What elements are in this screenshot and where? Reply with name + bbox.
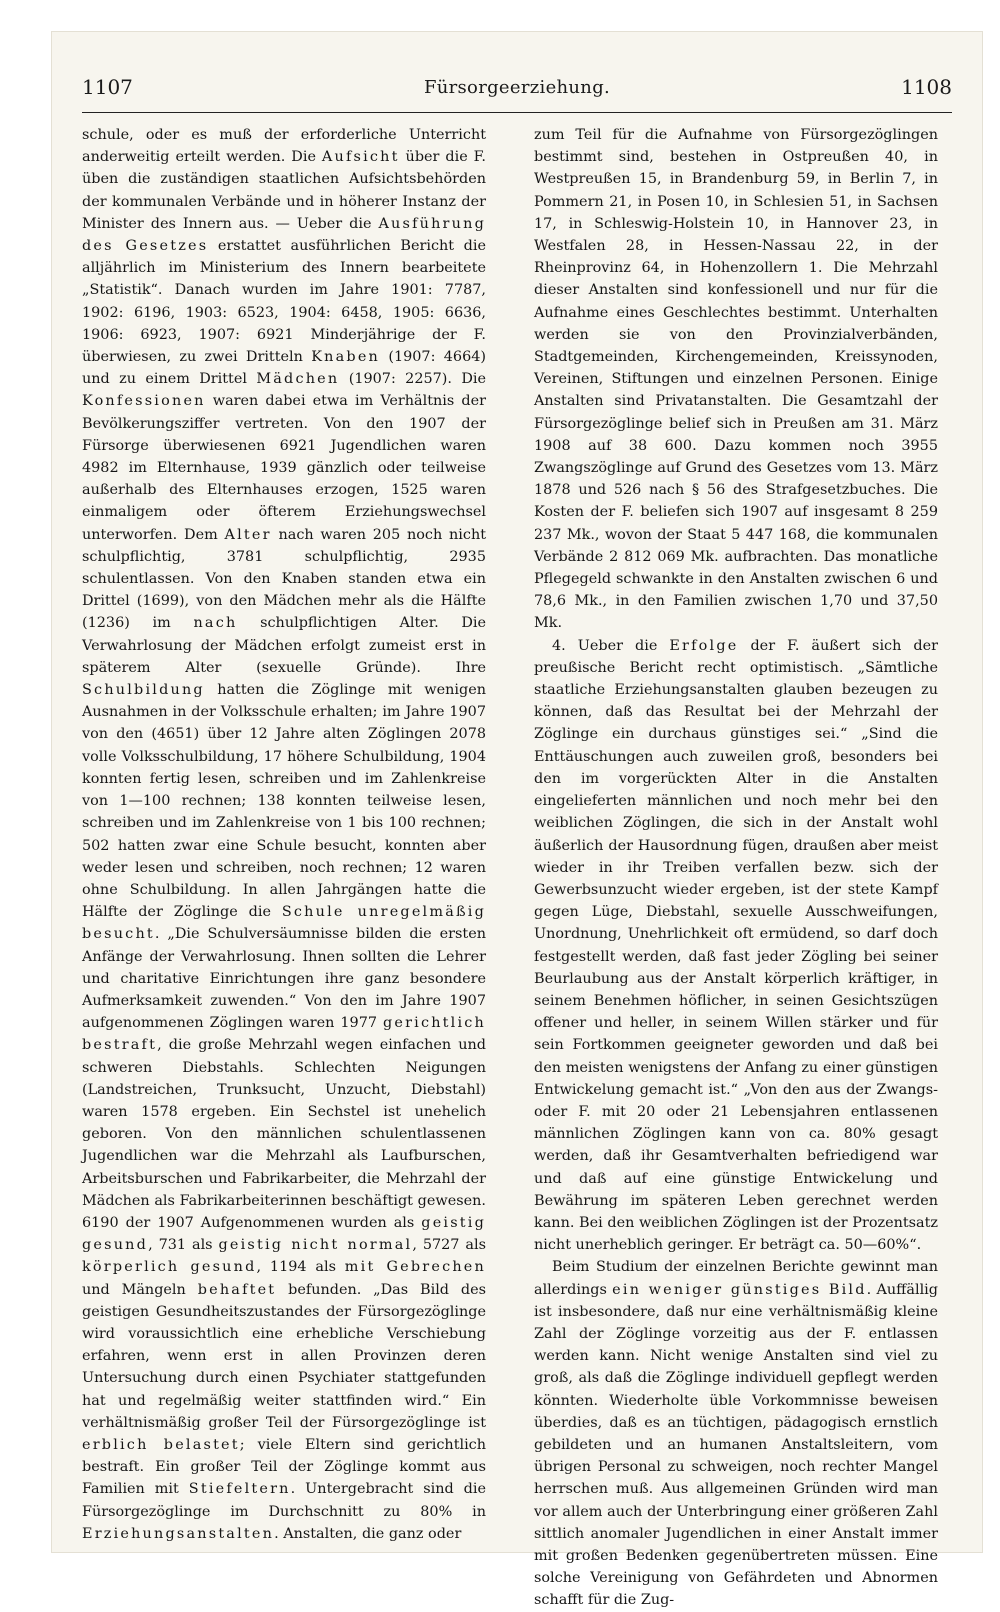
text-run: hatten die Zöglinge mit wenigen Ausnahmen in der Volksschule erhalten; im Jahre 1907 von den (4651) über 12 Jahre alten Zöglingen 2078 volle Volksschulbildung, 17 höhere Schulbildung, 1904 konnten fertig lesen, schreiben und im Zahlenkreise von 1—100 rechnen; 138 konnten teilweise lesen, schreiben und im Zahlenkreise von 1 bis 100 rechnen; 502 hatten zwar eine Schule besucht, konnten aber weder lesen und schreiben, noch rechnen; 12 waren ohne Schulbildung. In allen Jahrgängen hatte die Hälfte der Zöglinge die bbox=[82, 682, 486, 921]
spaced-emphasis: Alter bbox=[224, 526, 272, 543]
spaced-emphasis: geistig gesund bbox=[82, 1214, 486, 1254]
text-run: 4. Ueber die bbox=[552, 637, 670, 654]
spaced-emphasis: Mädchen bbox=[256, 371, 340, 388]
text-run: schulpflichtigen Alter. Die Verwahrlosung der Mädchen erfolgt zumeist erst in späterem Alter (sexuelle Gründe). Ihre bbox=[82, 615, 486, 676]
text-run: , 5727 als bbox=[412, 1237, 486, 1254]
text-run: (1907: 4664) und zu einem Drittel bbox=[82, 349, 486, 388]
running-title: Fürsorgeerziehung. bbox=[423, 76, 611, 98]
right-column-paragraph-2 bbox=[534, 635, 938, 1257]
text-run: . Auffällig ist insbesondere, daß nur eine verhältnismäßig kleine Zahl der Zöglinge vorzeitig aus der F. entlassen werden kann. Nicht wenige Anstalten sind viel zu groß, als daß die Zöglinge individuell gepflegt werden könnten. Wiederholte üble Vorkommnisse beweisen überdies, daß es an tüchtigen, pädagogisch ernstlich gebildeten und an humanen Anstaltsleitern, vom übrigen Personal zu schweigen, noch rechter Mangel herrschen muß. Aus allgemeinen Gründen wird man vor allem auch der Unterbringung einer größeren Zahl sittlich anomaler Jugendlichen in einer Anstalt immer mit großen Bedenken gegenübertreten müssen. Eine solche Vereinigung von Gefährdeten und Abnormen schafft für die Zug- bbox=[534, 1281, 938, 1609]
text-run: , 1194 als bbox=[256, 1259, 345, 1276]
text-run: ; viele Eltern sind gerichtlich bestraft. Ein großer Teil der Zöglinge kommt aus Familien mit bbox=[82, 1436, 487, 1498]
spaced-emphasis: erblich belastet bbox=[82, 1436, 240, 1453]
spaced-emphasis: Ausführung des Gesetzes bbox=[82, 215, 486, 255]
spaced-emphasis: geistig nicht normal bbox=[218, 1237, 413, 1254]
scanned-page bbox=[52, 32, 982, 1609]
spaced-emphasis: gerichtlich bestraft bbox=[82, 1015, 486, 1054]
spaced-emphasis: mit Gebrechen bbox=[344, 1259, 486, 1276]
right-column-paragraph-3 bbox=[534, 1256, 938, 1611]
text-run: , 731 als bbox=[148, 1237, 219, 1254]
text-run: befunden. „Das Bild des geistigen Gesundheitszustandes der Fürsorgezöglinge wird voraussichtlich eine erhebliche Verschiebung erfahren, wenn erst in allen Provinzen deren Untersuchung durch einen Psychiater stattgefunden hat und regelmäßig weiter stattfinden wird.“ Ein verhältnismäßig großer Teil der Fürsorgezöglinge ist bbox=[82, 1281, 486, 1431]
spaced-emphasis: Aufsicht bbox=[321, 149, 400, 166]
header-rule bbox=[82, 112, 952, 113]
text-run: waren dabei etwa im Verhältnis der Bevölkerungsziffer vertreten. Von den 1907 der Fürsorge überwiesenen 6921 Jugendlichen waren 4982 im Elternhause, 1939 gänzlich oder teilweise außerhalb des Elternhauses erzogen, 1525 waren einmaligem oder öfterem Erziehungswechsel unterworfen. Dem bbox=[82, 393, 486, 543]
spaced-emphasis: Knaben bbox=[311, 349, 381, 366]
text-run: und Mängeln bbox=[82, 1281, 198, 1298]
page-header bbox=[82, 70, 952, 104]
spaced-emphasis: körperlich gesund bbox=[82, 1259, 257, 1276]
text-run: (1907: 2257). Die bbox=[339, 371, 487, 388]
spaced-emphasis: behaftet bbox=[197, 1281, 277, 1298]
text-run: über die F. üben die zuständigen staatlichen Aufsichtsbehörden der kommunalen Verbände und in höherer Instanz der Minister des Innern aus. — Ueber die bbox=[82, 149, 486, 232]
left-column bbox=[82, 124, 486, 1545]
text-run: Beim Studium der einzelnen Berichte gewinnt man allerdings bbox=[534, 1259, 938, 1298]
text-run: , die große Mehrzahl wegen einfachen und schweren Diebstahls. Schlechten Neigungen (Landstreichen, Trunksucht, Unzucht, Diebstahl) waren 1578 ergeben. Ein Sechstel ist unehelich geboren. Von den männlichen schulentlassenen Jugendlichen war die Mehrzahl als Laufburschen, Arbeitsburschen und Fabrikarbeiter, die Mehrzahl der Mädchen als Fabrikarbeiterinnen beschäftigt gewesen. 6190 der 1907 Aufgenommenen wurden als bbox=[82, 1037, 486, 1231]
spaced-emphasis: Schulbildung bbox=[82, 682, 205, 699]
text-run: nach waren 205 noch nicht schulpflichtig, 3781 schulpflichtig, 2935 schulentlassen. Von den Knaben standen etwa ein Drittel (1699), von den Mädchen mehr als die Hälfte (1236) im bbox=[82, 526, 487, 632]
text-run: . „Die Schulversäumnisse bilden die ersten Anfänge der Verwahrlosung. Ihnen sollten die Lehrer und charitative Einrichtungen ihre ganz besondere Aufmerksamkeit zuwenden.“ Von den im Jahre 1907 aufgenommenen Zöglingen waren 1977 bbox=[82, 926, 486, 1032]
text-run: erstattet ausführlichen Bericht die alljährlich im Ministerium des Innern bearbeitete „Statistik“. Danach wurden im Jahre 1901: 7787, 1902: 6196, 1903: 6523, 1904: 6458, 1905: 6636, 1906: 6923, 1907: 6921 Minderjährige der F. überwiesen, zu zwei Dritteln bbox=[82, 238, 486, 366]
spaced-emphasis: Konfessionen bbox=[82, 393, 206, 410]
left-column-paragraph bbox=[82, 124, 486, 1545]
text-run: . Untergebracht sind die Fürsorgezöglinge im Durchschnitt zu 80% in bbox=[82, 1481, 486, 1520]
page-number-right: 1108 bbox=[901, 75, 952, 99]
spaced-emphasis: Schule unregelmäßig besucht bbox=[82, 904, 486, 943]
spaced-emphasis: nach bbox=[193, 615, 238, 632]
text-run: zum Teil für die Aufnahme von Fürsorgezöglingen bestimmt sind, bestehen in Ostpreußen 40, in Westpreußen 15, in Brandenburg 59, in Berlin 7, in Pommern 21, in Posen 10, in Schlesien 51, in Sachsen 17, in Schleswig-Holstein 10, in Hannover 23, in Westfalen 28, in Hessen-Nassau 22, in der Rheinprovinz 64, in Hohenzollern 1. Die Mehrzahl dieser Anstalten sind konfessionell und nur für die Aufnahme eines Geschlechtes bestimmt. Unterhalten werden sie von den Provinzialverbänden, Stadtgemeinden, Kirchengemeinden, Kreissynoden, Vereinen, Stiftungen und einzelnen Personen. Einige Anstalten sind Privatanstalten. Die Gesamtzahl der Fürsorgezöglinge belief sich in Preußen am 31. März 1908 auf 38 600. Dazu kommen noch 3955 Zwangszöglinge auf Grund des Gesetzes vom 13. März 1878 und 526 nach § 56 des Strafgesetzbuches. Die Kosten der F. beliefen sich 1907 auf insgesamt 8 259 237 Mk., wovon der Staat 5 447 168, die kommunalen Verbände 2 812 069 Mk. aufbrachten. Das monatliche Pflegegeld schwankte in den Anstalten zwischen 6 und 78,6 Mk., in den Familien zwischen 1,70 und 37,50 Mk. bbox=[534, 127, 938, 632]
spaced-emphasis: Stiefeltern bbox=[188, 1481, 291, 1498]
spaced-emphasis: ein weniger günstiges Bild bbox=[612, 1281, 867, 1298]
page-number-left: 1107 bbox=[82, 75, 133, 99]
spaced-emphasis: Erfolge bbox=[669, 637, 739, 654]
right-column-paragraph-1 bbox=[534, 124, 938, 635]
text-run: der F. äußert sich der preußische Bericht recht optimistisch. „Sämtliche staatliche Erziehungsanstalten glauben bezeugen zu können, daß das Resultat bei der Mehrzahl der Zöglinge ein durchaus günstiges sei.“ „Sind die Enttäuschungen auch zuweilen groß, besonders bei den im vorgerückten Alter in die Anstalten eingelieferten männlichen und noch mehr bei den weiblichen Zöglingen, die sich in der Anstalt wohl äußerlich der Hausordnung fügen, draußen aber meist wieder in ihr Treiben verfallen bezw. sich der Gewerbsunzucht wieder ergeben, ist der stete Kampf gegen Lüge, Diebstahl, sexuelle Ausschweifungen, Unordnung, Unehrlichkeit oft ermüdend, so darf doch festgestellt werden, daß fast jeder Zögling bei seiner Beurlaubung aus der Anstalt körperlich kräftiger, in seinem Benehmen höflicher, in seinen Gesichtszügen offener und heller, in seinem Willen stärker und für sein Fortkommen geeigneter geworden und daß bei den meisten wenigstens der Anfang zu einer günstigen Entwickelung gemacht ist.“ „Von den aus der Zwangs- oder F. mit 20 oder 21 Lebensjahren entlassenen männlichen Zöglingen kann von ca. 80% gesagt werden, daß ihr Gesamtverhalten befriedigend war und daß auf eine günstige Entwickelung und Bewährung im späteren Leben gerechnet werden kann. Bei den weiblichen Zöglingen ist der Prozentsatz nicht unerheblich geringer. Er beträgt ca. 50—60%“. bbox=[534, 637, 938, 1254]
spaced-emphasis: Erziehungsanstalten bbox=[82, 1525, 275, 1542]
text-run: . Anstalten, die ganz oder bbox=[274, 1525, 462, 1542]
right-column bbox=[534, 124, 938, 1612]
text-run: schule, oder es muß der erforderliche Unterricht anderweitig erteilt werden. Die bbox=[82, 127, 486, 166]
